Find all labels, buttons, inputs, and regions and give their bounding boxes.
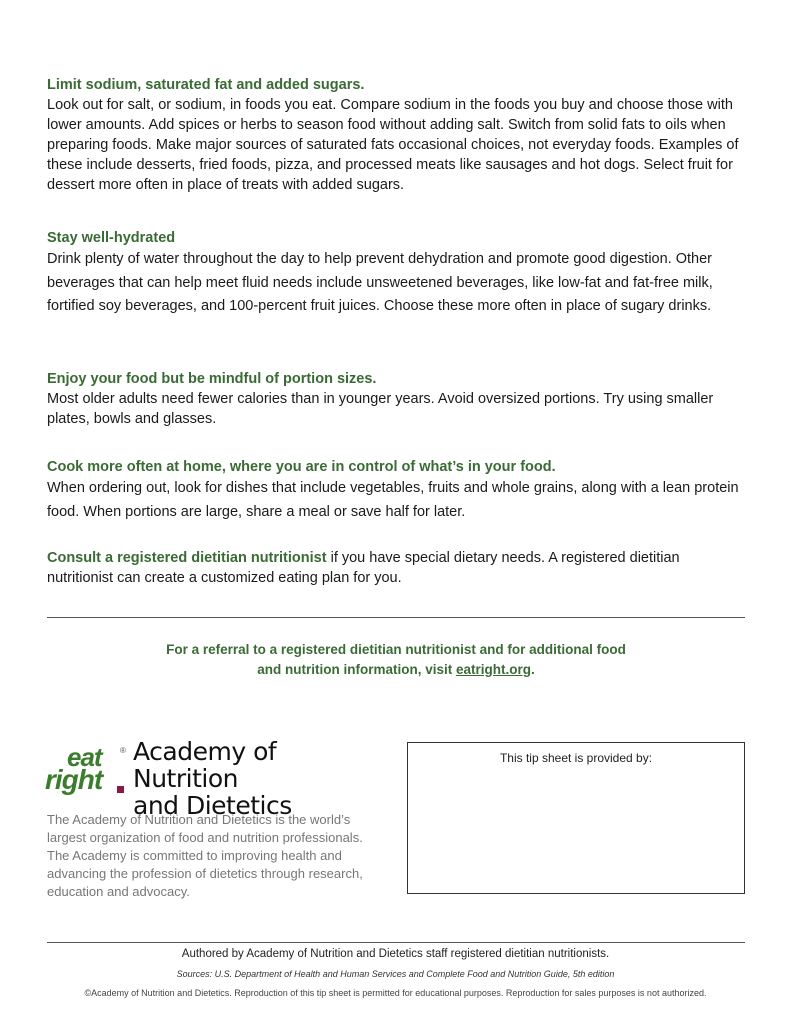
tip-heading: Limit sodium, saturated fat and added sugars. [47, 77, 365, 93]
provided-by-label: This tip sheet is provided by: [499, 751, 653, 765]
referral-line-1: For a referral to a registered dietitian nutritionist and for additional food [166, 642, 626, 657]
footer-sources: Sources: U.S. Department of Health and Human Services and Complete Food and Nutrition Guide, 5th edition [176, 969, 615, 979]
tip-heading: Stay well-hydrated [47, 230, 176, 246]
academy-name-line-2: and Dietetics [133, 791, 292, 820]
tip-body-text: if you have special dietary needs. A registered dietitian nutritionist can create a customized eating plan for you. [47, 550, 680, 586]
tip-portion-sizes [47, 369, 747, 429]
tip-heading: Enjoy your food but be mindful of portion sizes. [47, 371, 377, 387]
tip-heading: Consult a registered dietitian nutritionist [47, 550, 327, 566]
tip-heading: Cook more often at home, where you are in control of what’s in your food. [47, 459, 556, 475]
referral-note [47, 640, 745, 680]
divider [47, 617, 745, 618]
tip-sodium [47, 75, 747, 195]
about-academy: The Academy of Nutrition and Dietetics is the world’s largest organization of food and nutrition professionals. The Academy is committed to improving health and advancing the profession of dietetics through research, education and advocacy. [47, 812, 363, 899]
academy-logo [45, 737, 385, 820]
provided-by-box [407, 742, 745, 894]
tip-body: Look out for salt, or sodium, in foods you eat. Compare sodium in the foods you buy and choose those with lower amounts. Add spices or herbs to season food without adding salt. Switch from solid fats to oils when preparing foods. Make major sources of saturated fats occasional choices, not everyday foods. Examples of these include desserts, fried foods, pizza, and processed meats like sausages and hot dogs. Select fruit for dessert more often in place of treats with added sugars. [47, 97, 739, 193]
logo-right-text: right [45, 764, 103, 795]
academy-name [133, 738, 385, 819]
tip-body: Drink plenty of water throughout the day to help prevent dehydration and promote good digestion. Other beverages that can help meet fluid needs include unsweetened beverages, like low-fat and fat-free milk, fortified soy beverages, and 100-percent fruit juices. Choose these more often in place of sugary drinks. [47, 251, 713, 314]
footer-copyright: ©Academy of Nutrition and Dietetics. Reproduction of this tip sheet is permitted for educational purposes. Reproduction for sales purposes is not authorized. [84, 988, 707, 998]
footer-divider [47, 942, 745, 943]
referral-prefix: and nutrition information, visit [257, 662, 456, 677]
footer-authored: Authored by Academy of Nutrition and Dietetics staff registered dietitian nutritionists. [181, 948, 610, 960]
tip-body: When ordering out, look for dishes that include vegetables, fruits and whole grains, along with a lean protein food. When portions are large, share a meal or save half for later. [47, 480, 739, 520]
eatright-logo-icon [45, 744, 127, 796]
tip-hydration [47, 228, 747, 319]
academy-name-line-1: Academy of Nutrition [133, 737, 277, 793]
referral-suffix: . [531, 662, 535, 677]
tip-cook-at-home [47, 457, 747, 524]
registered-mark: ® [120, 746, 126, 755]
referral-line-2 [47, 660, 745, 680]
tip-body [47, 548, 747, 588]
tip-body: Most older adults need fewer calories than in younger years. Avoid oversized portions. Try using smaller plates, bowls and glasses. [47, 391, 714, 427]
tip-consult-dietitian [47, 548, 747, 588]
logo-dot-icon [117, 786, 124, 793]
eatright-link[interactable]: eatright.org [455, 662, 531, 677]
logo-eat-text: eat [67, 742, 102, 772]
